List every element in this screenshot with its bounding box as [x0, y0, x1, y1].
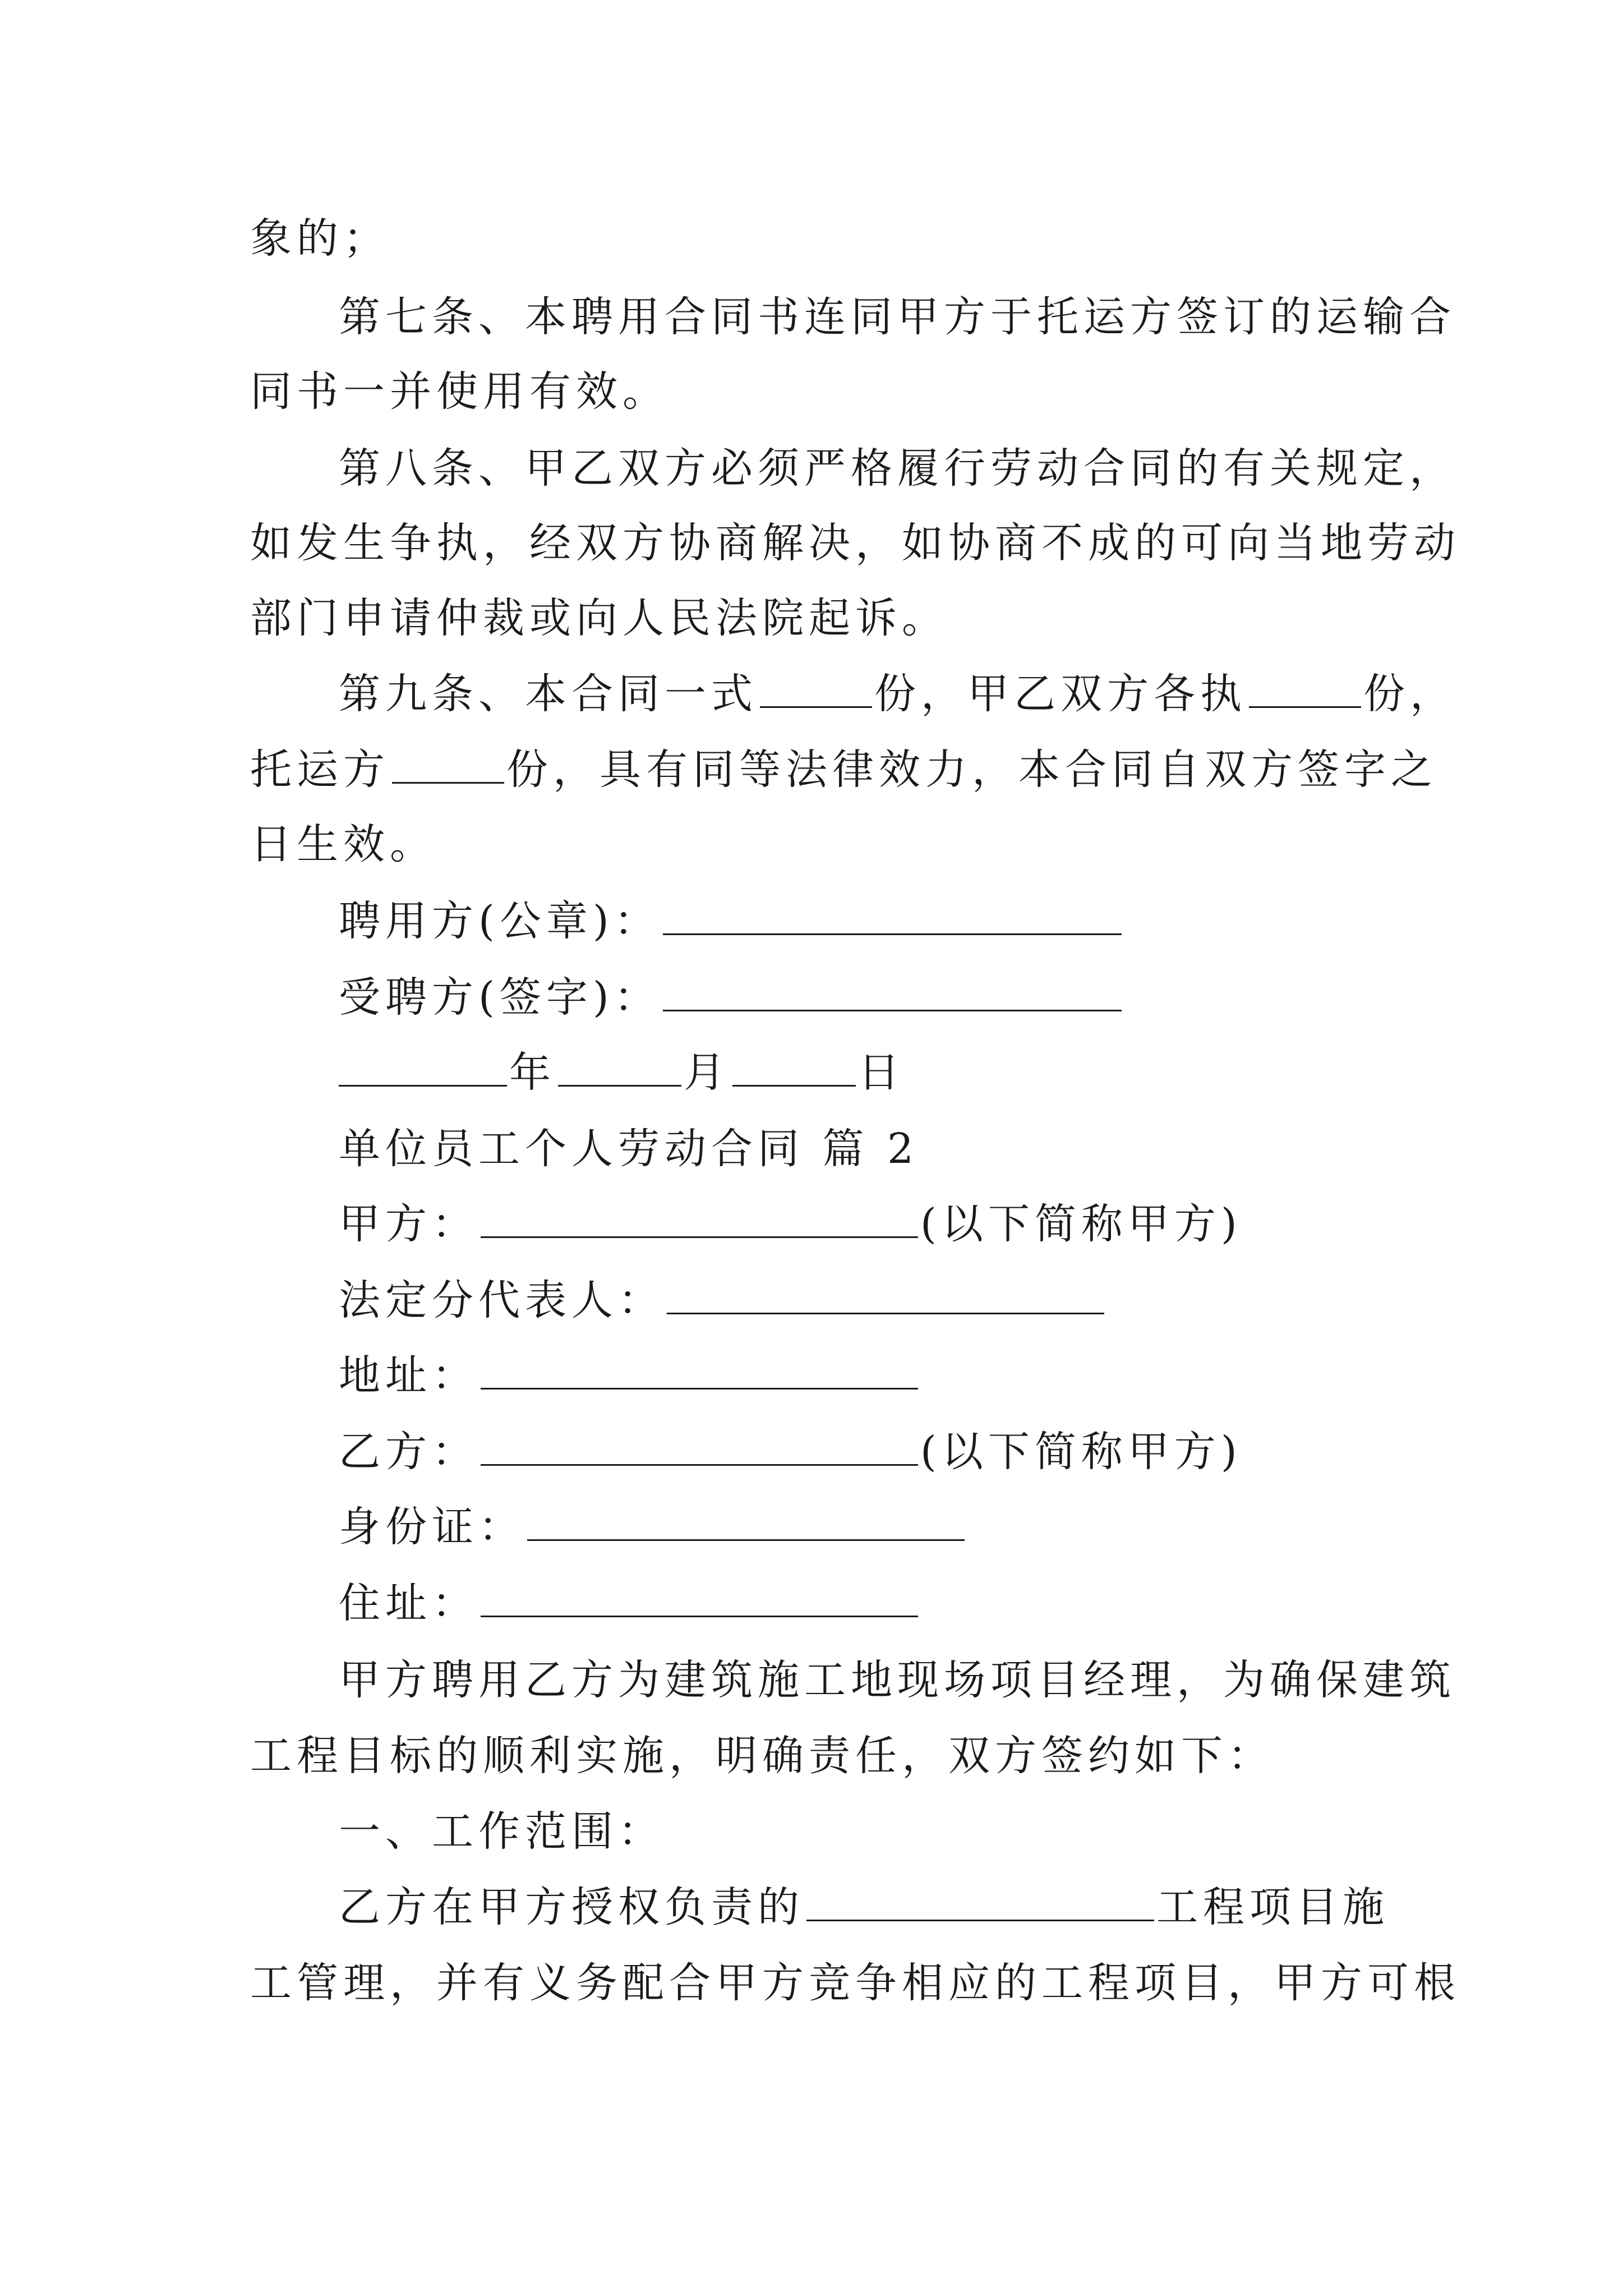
employer-seal-label: 聘用方(公章)： — [339, 897, 661, 945]
article-9-line-1 — [339, 669, 1456, 719]
article-8-line-1: 第八条、甲乙双方必须严格履行劳动合同的有关规定， — [339, 444, 1456, 493]
project-name-blank[interactable] — [806, 1883, 1154, 1921]
employer-seal-blank[interactable] — [663, 896, 1122, 935]
date-line — [339, 1047, 905, 1098]
article-8-line-2: 如发生争执，经双方协商解决，如协商不成的可向当地劳动 — [250, 519, 1460, 567]
party-b-blank[interactable] — [481, 1427, 918, 1466]
id-card-line — [339, 1502, 967, 1552]
copies-total-blank[interactable] — [760, 669, 872, 708]
work-scope-text: 工程项目施 — [1156, 1883, 1389, 1931]
day-blank[interactable] — [732, 1048, 856, 1087]
party-a-suffix: (以下简称甲方) — [920, 1200, 1242, 1248]
article-7-line-1: 第七条、本聘用合同书连同甲方于托运方签订的运输合 — [339, 293, 1456, 341]
party-b-line — [339, 1427, 1242, 1477]
party-a-blank[interactable] — [481, 1199, 918, 1238]
id-card-label: 身份证： — [339, 1503, 525, 1551]
article-9-line-2 — [250, 744, 1437, 795]
month-label: 月 — [684, 1048, 730, 1097]
legal-representative-line — [339, 1275, 1106, 1326]
article-9-text: 份，具有同等法律效力，本合同自双方签字之 — [506, 746, 1437, 794]
year-blank[interactable] — [339, 1048, 507, 1087]
article-7-line-2: 同书一并使用有效。 — [250, 367, 669, 416]
legal-representative-label: 法定分代表人： — [339, 1276, 665, 1324]
employee-signature-blank[interactable] — [663, 973, 1122, 1011]
address-label: 地址： — [339, 1351, 478, 1400]
intro-line-1: 甲方聘用乙方为建筑施工地现场项目经理，为确保建筑 — [339, 1656, 1456, 1704]
id-card-blank[interactable] — [527, 1502, 965, 1541]
article-9-line-3: 日生效。 — [250, 820, 436, 868]
month-blank[interactable] — [558, 1048, 681, 1087]
article-8-line-3: 部门申请仲裁或向人民法院起诉。 — [250, 594, 948, 642]
text-line: 象的； — [250, 214, 390, 263]
article-9-text: 份，甲乙双方各执 — [874, 670, 1247, 718]
year-label: 年 — [509, 1048, 556, 1097]
party-a-line — [339, 1199, 1242, 1249]
intro-line-2: 工程目标的顺利实施，明确责任，双方签约如下： — [250, 1732, 1274, 1780]
legal-representative-blank[interactable] — [667, 1276, 1104, 1314]
work-scope-line-2: 工管理，并有义务配合甲方竞争相应的工程项目，甲方可根 — [250, 1959, 1460, 2007]
article-9-text: 份， — [1363, 670, 1456, 718]
address-blank[interactable] — [481, 1351, 918, 1389]
section-title: 单位员工个人劳动合同 篇 2 — [339, 1125, 919, 1173]
party-a-label: 甲方： — [339, 1200, 478, 1248]
work-scope-line-1 — [339, 1882, 1389, 1932]
article-9-text: 第九条、本合同一式 — [339, 670, 758, 718]
work-scope-text: 乙方在甲方授权负责的 — [339, 1883, 804, 1931]
employer-seal-line — [339, 896, 1124, 946]
employee-signature-label: 受聘方(签字)： — [339, 973, 661, 1022]
day-label: 日 — [858, 1048, 905, 1097]
employee-signature-line — [339, 972, 1124, 1023]
party-b-label: 乙方： — [339, 1428, 478, 1476]
residence-line — [339, 1578, 920, 1628]
work-scope-heading: 一、工作范围： — [339, 1807, 665, 1856]
article-9-text: 托运方 — [250, 746, 390, 794]
copies-shipper-blank[interactable] — [392, 745, 504, 784]
copies-each-blank[interactable] — [1249, 669, 1361, 708]
residence-label: 住址： — [339, 1579, 478, 1627]
party-b-suffix: (以下简称甲方) — [920, 1428, 1242, 1476]
address-line — [339, 1350, 920, 1401]
residence-blank[interactable] — [481, 1579, 918, 1617]
